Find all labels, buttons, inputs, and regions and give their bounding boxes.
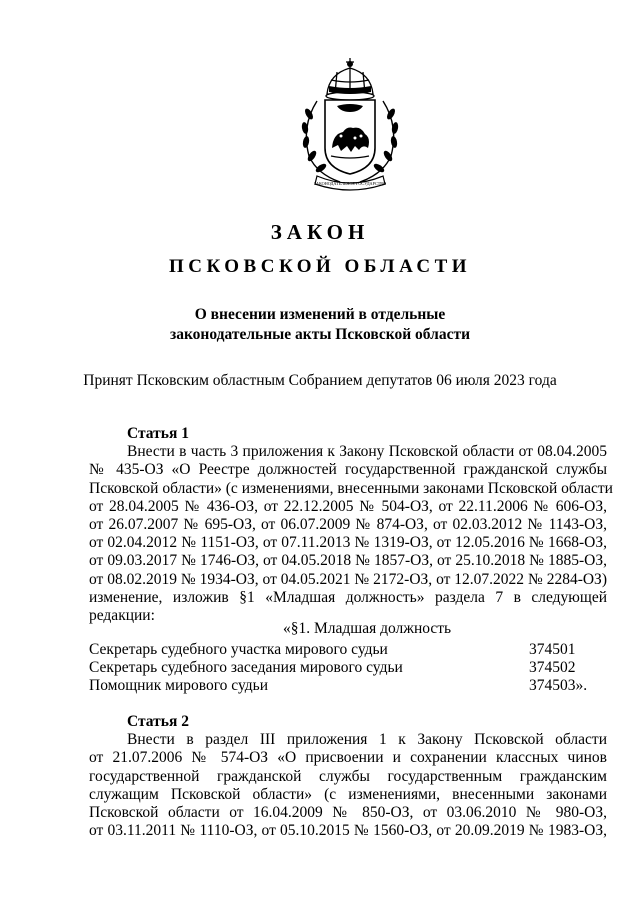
paragraph-line: от 09.03.2017 № 1746-ОЗ, от 04.05.2018 № 1857-ОЗ, от 25.10.2018 № 1885-ОЗ, xyxy=(89,552,607,570)
paragraph-line: от 02.04.2012 № 1151-ОЗ, от 07.11.2013 № 1319-ОЗ, от 12.05.2016 № 1668-ОЗ, xyxy=(89,534,607,552)
article-2 xyxy=(89,713,607,840)
paragraph-line: государственной гражданской службы государственным гражданским xyxy=(89,767,607,785)
position-code: 374502 xyxy=(529,659,576,677)
paragraph-line: изменение, изложив §1 «Младшая должность» раздела 7 в следующей xyxy=(89,588,607,606)
document-title: ЗАКОН xyxy=(270,220,370,244)
pskov-coat-of-arms-icon xyxy=(295,56,405,194)
paragraph-line: от 28.04.2005 № 436-ОЗ, от 22.12.2005 № 504-ОЗ, от 22.11.2006 № 606-ОЗ, xyxy=(89,497,607,515)
table-row xyxy=(89,641,607,659)
position-name: Секретарь судебного участка мирового судьи xyxy=(89,641,388,658)
position-code: 374503». xyxy=(529,677,588,695)
paragraph-line: от 08.02.2019 № 1934-ОЗ, от 04.05.2021 № 2172-ОЗ, от 12.07.2022 № 2284-ОЗ) xyxy=(89,570,607,588)
table-row xyxy=(89,659,607,677)
section-title: «§1. Младшая должность xyxy=(283,620,452,637)
article-paragraph xyxy=(89,443,613,625)
document-subject xyxy=(0,305,640,345)
paragraph-line: Внести в часть 3 приложения к Закону Псковской области от 08.04.2005 xyxy=(127,443,607,461)
adoption-note: Принят Псковским областным Собранием депутатов 06 июля 2023 года xyxy=(83,372,557,389)
paragraph-line: Внести в раздел III приложения 1 к Закону Псковской области xyxy=(127,731,607,749)
positions-table xyxy=(89,641,607,696)
paragraph-line: от 21.07.2006 № 574-ОЗ «О присвоении и сохранении классных чинов xyxy=(89,749,607,767)
article-heading: Статья 1 xyxy=(127,425,189,442)
position-code: 374501 xyxy=(529,641,576,658)
paragraph-line: Псковской области от 16.04.2009 № 850-ОЗ, от 03.06.2010 № 980-ОЗ, xyxy=(89,804,607,822)
position-name: Секретарь судебного заседания мирового судьи xyxy=(89,659,403,677)
paragraph-line: от 03.11.2011 № 1110-ОЗ, от 05.10.2015 № 1560-ОЗ, от 20.09.2019 № 1983-ОЗ, xyxy=(89,822,607,840)
subject-line: О внесении изменений в отдельные xyxy=(194,306,446,323)
article-heading: Статья 2 xyxy=(127,713,189,730)
position-name: Помощник мирового судьи xyxy=(89,677,268,695)
paragraph-line: Псковской области» (с изменениями, внесенными законами Псковской области xyxy=(89,479,613,497)
document-region: ПСКОВСКОЙ ОБЛАСТИ xyxy=(168,256,472,277)
paragraph-line: служащим Псковской области» (с изменениями, внесенными законами xyxy=(89,785,607,803)
paragraph-line: от 26.07.2007 № 695-ОЗ, от 06.07.2009 № 874-ОЗ, от 02.03.2012 № 1143-ОЗ, xyxy=(89,516,607,534)
article-paragraph xyxy=(89,731,607,840)
table-row xyxy=(89,677,607,695)
subject-line: законодательные акты Псковской области xyxy=(169,326,471,343)
article-1 xyxy=(89,425,613,625)
paragraph-line: редакции: xyxy=(89,607,155,625)
paragraph-line: № 435-ОЗ «О Реестре должностей государственной гражданской службы xyxy=(89,461,607,479)
emblem-ribbon-text: ЗАКОНОДАТЕЛЬНОЕ ГОСУДАРСТВО xyxy=(313,181,387,186)
